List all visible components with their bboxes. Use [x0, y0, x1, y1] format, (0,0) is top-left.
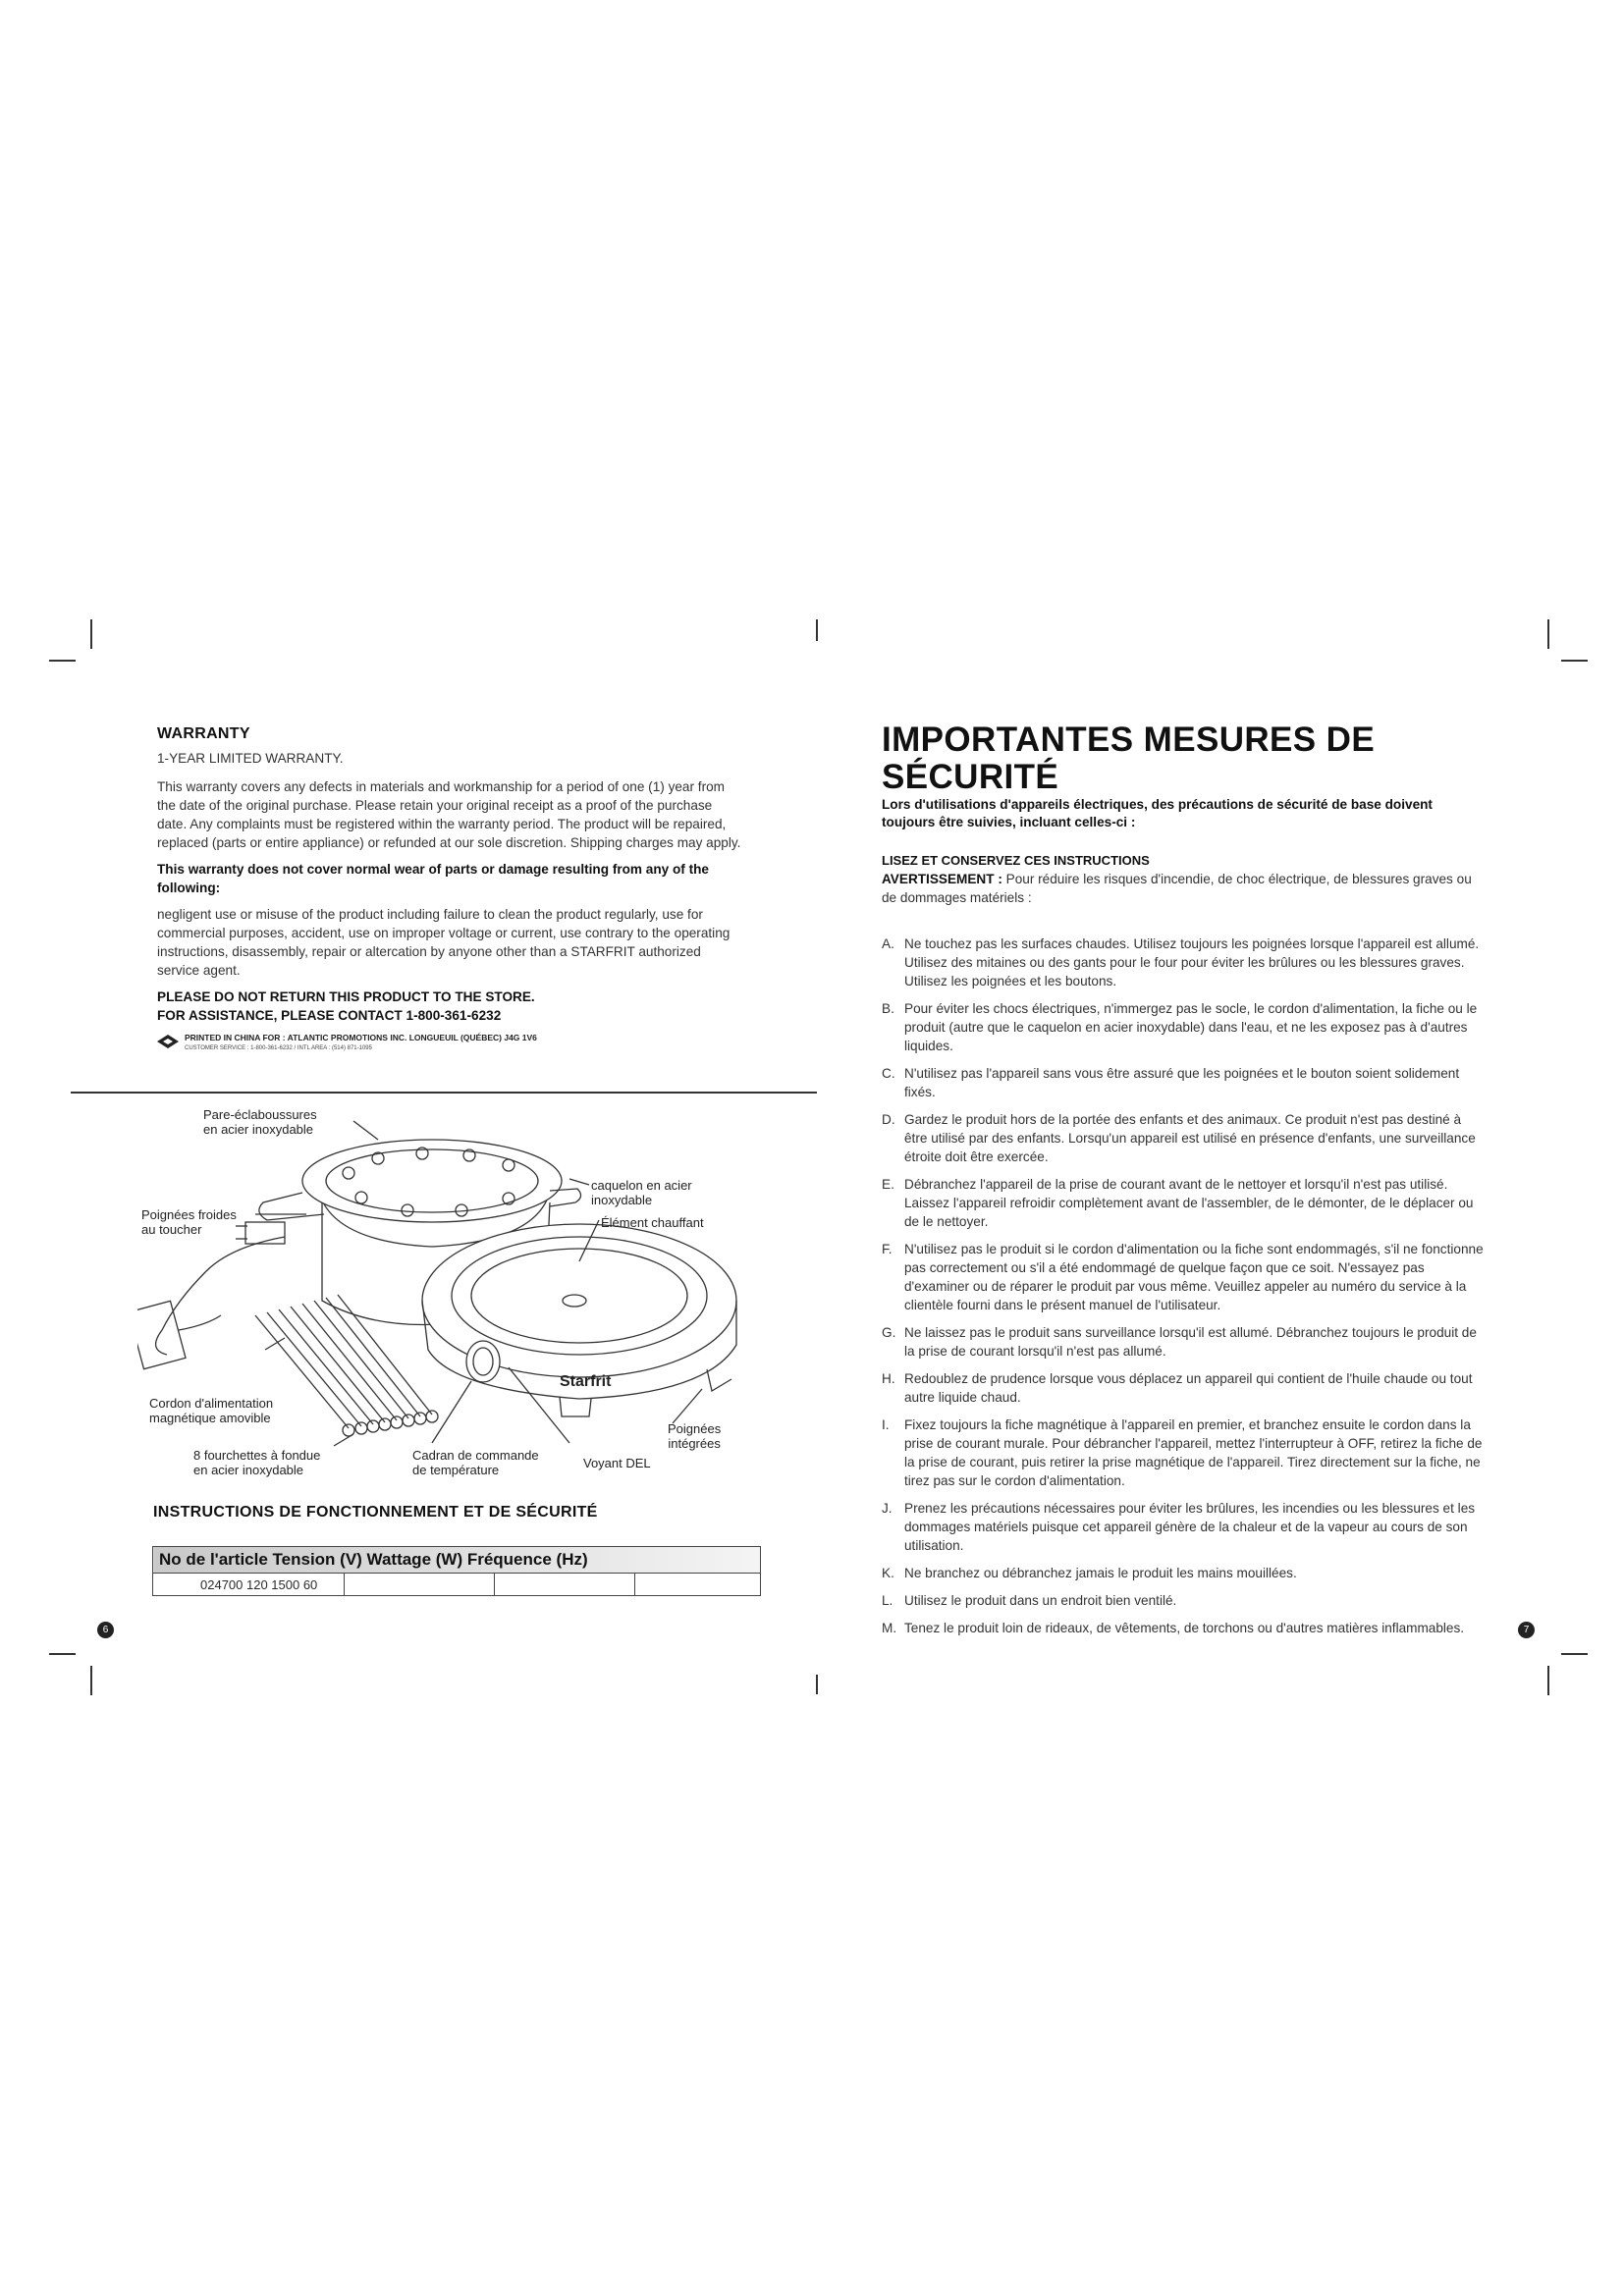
label-integrated-handles: Poignées intégrées: [668, 1421, 722, 1451]
safety-item-text: Fixez toujours la fiche magnétique à l'appareil en premier, et branchez ensuite le cordon dans la prise de courant murale. Pour débrancher l'appareil, mettez l'interrupteur à OFF, retirez la fiche de la prise de courant, puis retirer la prise magnétique de l'appareil. Tirez directement sur la fiche, ne tirez pas sur le cordon d'alimentation.: [904, 1417, 1483, 1488]
safety-list-item: [882, 999, 1486, 1055]
warranty-exclusions: negligent use or misuse of the product including failure to clean the product regularly, use for commercial purposes, accident, use on improper voltage or current, use contrary to the operating instructions, disassembly, repair or altercation by anyone other than a STARFRIT authorized service agent.: [157, 907, 731, 978]
specs-table-row: [153, 1574, 761, 1596]
safety-list-item: [882, 1564, 1486, 1582]
crop-mark: [1561, 1653, 1588, 1655]
warning-text: Pour réduire les risques d'incendie, de choc électrique, de blessures graves ou de dommages matériels :: [882, 872, 1472, 905]
crop-mark: [1561, 660, 1588, 662]
safety-item-text: Ne touchez pas les surfaces chaudes. Utilisez toujours les poignées lorsque l'appareil est allumé. Utilisez des mitaines ou des gants pour le four pour éviter les brûlures ou les blessures graves. Utilisez les poignées et les boutons.: [904, 936, 1480, 988]
label-forks: 8 fourchettes à fondue en acier inoxydable: [193, 1448, 321, 1477]
safety-item-letter: B.: [882, 1001, 894, 1016]
safety-item-letter: C.: [882, 1066, 895, 1081]
brand-logo-text: Starfrit: [560, 1373, 612, 1390]
safety-item-text: Ne laissez pas le produit sans surveillance lorsqu'il est allumé. Débranchez toujours le produit de la prise de courant lorsqu'il n'est pas allumé.: [904, 1325, 1477, 1359]
safety-item-text: Débranchez l'appareil de la prise de courant avant de le nettoyer et lorsqu'il n'est pas utilisé. Laissez l'appareil refroidir complètement avant de l'assembler, de le démonter, de le déplacer ou de le nettoyer.: [904, 1177, 1474, 1229]
safety-item-text: Utilisez le produit dans un endroit bien ventilé.: [904, 1593, 1177, 1608]
warranty-exclusions-heading: This warranty does not cover normal wear of parts or damage resulting from any of the following:: [157, 862, 709, 895]
splash-guard-illustration: [302, 1140, 562, 1222]
label-cool-handles: Poignées froides au toucher: [141, 1207, 237, 1237]
safety-item-letter: H.: [882, 1371, 895, 1386]
crop-mark: [816, 619, 818, 641]
label-splash-guard: Pare-éclaboussures en acier inoxydable: [203, 1107, 317, 1137]
safety-title: IMPORTANTES MESURES DE SÉCURITÉ: [882, 721, 1376, 796]
specs-table-header: [153, 1547, 761, 1574]
safety-list-item: [882, 934, 1486, 990]
notice-line1: PLEASE DO NOT RETURN THIS PRODUCT TO THE STORE.: [157, 989, 535, 1004]
safety-list-item: [882, 1240, 1486, 1314]
warranty-section: [157, 724, 741, 1056]
safety-list-item: [882, 1175, 1486, 1231]
crop-mark: [1547, 619, 1549, 649]
specs-row-cell: 024700 120 1500 60: [153, 1574, 345, 1596]
section-divider: [71, 1092, 817, 1094]
keep-instructions-heading: LISEZ ET CONSERVEZ CES INSTRUCTIONS: [882, 853, 1150, 868]
power-cord-illustration: [156, 1237, 285, 1355]
product-diagram: [137, 1104, 746, 1482]
specs-table: [152, 1546, 761, 1596]
safety-item-letter: F.: [882, 1242, 893, 1256]
safety-item-letter: E.: [882, 1177, 894, 1192]
safety-item-letter: I.: [882, 1417, 890, 1432]
safety-list-item: [882, 1110, 1486, 1166]
label-led: Voyant DEL: [583, 1456, 651, 1470]
label-heating-element: Élément chauffant: [601, 1215, 704, 1230]
brand-logo-icon: [157, 1035, 179, 1048]
safety-item-letter: D.: [882, 1112, 895, 1127]
safety-item-letter: J.: [882, 1501, 893, 1516]
control-dial-illustration: [466, 1341, 500, 1382]
specs-header-cell: No de l'article Tension (V) Wattage (W) Fréquence (Hz): [153, 1547, 761, 1574]
crop-mark: [1547, 1666, 1549, 1695]
safety-item-text: Tenez le produit loin de rideaux, de vêtements, de torchons ou d'autres matières inflammables.: [904, 1621, 1465, 1635]
safety-section: [882, 721, 1486, 1646]
safety-list-item: [882, 1323, 1486, 1361]
safety-item-letter: M.: [882, 1621, 897, 1635]
crop-mark: [49, 1653, 76, 1655]
safety-item-letter: G.: [882, 1325, 896, 1340]
printed-block: [157, 1033, 741, 1056]
crop-mark: [90, 1666, 92, 1695]
safety-item-text: Ne branchez ou débranchez jamais le produit les mains mouillées.: [904, 1566, 1297, 1580]
label-pot: caquelon en acier inoxydable: [591, 1178, 692, 1207]
warning-paragraph: [882, 870, 1486, 907]
specs-empty-cell: [495, 1574, 635, 1596]
crop-mark: [816, 1675, 818, 1694]
warranty-subheading: 1-YEAR LIMITED WARRANTY.: [157, 751, 344, 766]
printed-line1: PRINTED IN CHINA FOR : ATLANTIC PROMOTIONS INC. LONGUEUIL (QUÉBEC) J4G 1V6: [185, 1033, 537, 1042]
printed-line2: CUSTOMER SERVICE : 1-800-361-6232 / INTL AREA : (514) 871-1095: [185, 1045, 372, 1051]
safety-item-letter: A.: [882, 936, 894, 951]
safety-item-letter: L.: [882, 1593, 893, 1608]
crop-mark: [49, 660, 76, 662]
crop-mark: [90, 619, 92, 649]
safety-item-text: Prenez les précautions nécessaires pour éviter les brûlures, les incendies ou les blessures et les dommages matériels puisque cet appareil génère de la chaleur et de la vapeur au cours de son utilisation.: [904, 1501, 1476, 1553]
page-number-left: 6: [97, 1622, 114, 1638]
safety-intro: Lors d'utilisations d'appareils électriques, des précautions de sécurité de base doivent toujours être suivies, incluant celles-ci :: [882, 797, 1433, 829]
safety-item-text: Gardez le produit hors de la portée des enfants et des animaux. Ce produit n'est pas destiné à être utilisé par des enfants. Lorsqu'un appareil est utilisé en présence d'enfants, une surveillance étroite doit être exercée.: [904, 1112, 1476, 1164]
safety-item-text: Pour éviter les chocs électriques, n'immergez pas le socle, le cordon d'alimentation, la fiche ou le produit (autre que le caquelon en acier inoxydable) dans l'eau, et ne les exposez pas à d'autres liquides.: [904, 1001, 1478, 1053]
warranty-paragraph: This warranty covers any defects in materials and workmanship for a period of one (1) year from the date of the original purchase. Please retain your original receipt as a proof of the purchase date. Any complaints must be registered within the warranty period. The product will be repaired, replaced (parts or entire appliance) or refunded at our sole discretion. Shipping charges may apply.: [157, 779, 741, 850]
label-control-dial: Cadran de commande de température: [412, 1448, 539, 1477]
safety-item-text: N'utilisez pas l'appareil sans vous être assuré que les poignées et le bouton soient solidement fixés.: [904, 1066, 1460, 1099]
safety-item-letter: K.: [882, 1566, 894, 1580]
label-cord: Cordon d'alimentation magnétique amovible: [149, 1396, 274, 1425]
page-number-right: 7: [1518, 1622, 1535, 1638]
warranty-heading: WARRANTY: [157, 725, 250, 742]
safety-list-item: [882, 1619, 1486, 1637]
safety-list-item: [882, 1415, 1486, 1490]
safety-list: [882, 934, 1486, 1637]
safety-item-text: N'utilisez pas le produit si le cordon d'alimentation ou la fiche sont endommagés, s'il ne fonctionne pas correctement ou s'il a été endommagé de quelque façon que ce soit. N'essayez pas d'examiner ou de réparer le produit par vous même. Veuillez appeler au numéro du service à la clientèle fourni dans le présent manuel de l'utilisateur.: [904, 1242, 1484, 1312]
notice-line2: FOR ASSISTANCE, PLEASE CONTACT 1-800-361-6232: [157, 1008, 502, 1023]
specs-empty-cell: [345, 1574, 495, 1596]
safety-list-item: [882, 1591, 1486, 1610]
warning-label: AVERTISSEMENT :: [882, 872, 1002, 886]
safety-item-text: Redoublez de prudence lorsque vous déplacez un appareil qui contient de l'huile chaude ou tout autre liquide chaud.: [904, 1371, 1473, 1405]
instructions-heading: INSTRUCTIONS DE FONCTIONNEMENT ET DE SÉCURITÉ: [153, 1504, 598, 1521]
safety-list-item: [882, 1499, 1486, 1555]
safety-list-item: [882, 1369, 1486, 1407]
safety-list-item: [882, 1064, 1486, 1101]
specs-empty-cell: [635, 1574, 761, 1596]
